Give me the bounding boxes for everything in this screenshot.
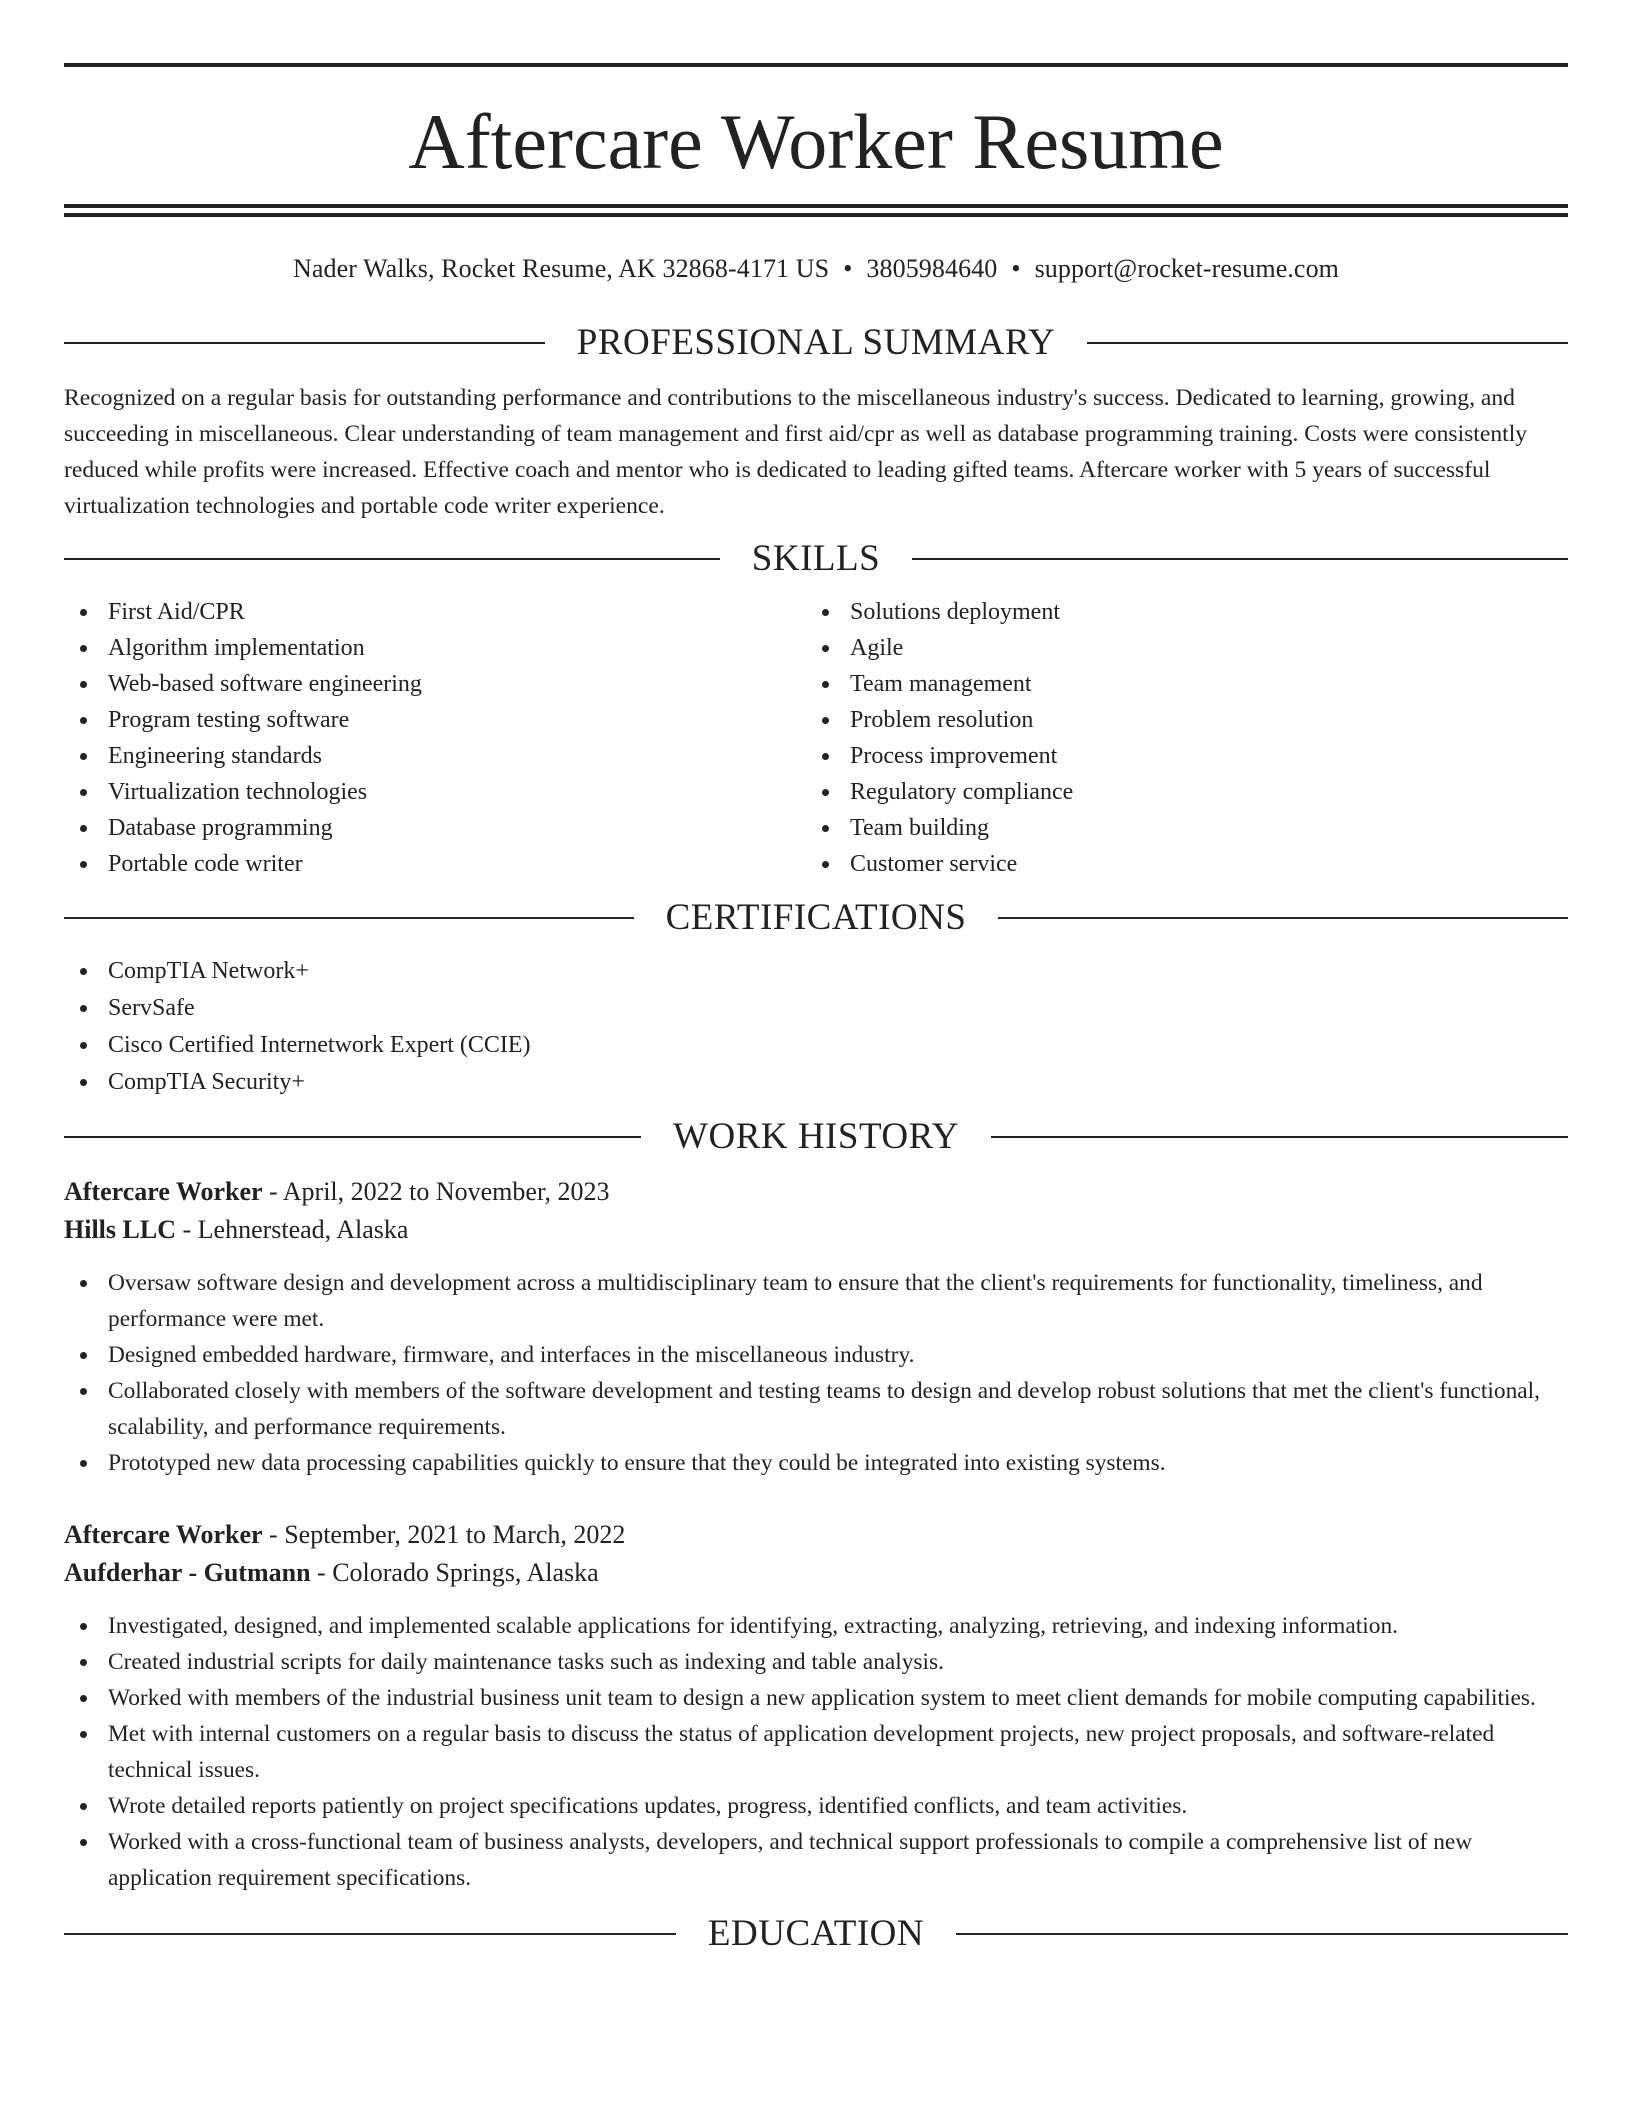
section-title: PROFESSIONAL SUMMARY [576,322,1056,363]
certifications-section-heading [64,896,1568,940]
skill-item: Algorithm implementation [64,630,806,666]
heading-rule [998,917,1568,919]
education-section-heading [64,1912,1568,1956]
skill-item: Database programming [64,810,806,846]
skills-section-heading [64,537,1568,581]
job-duty-item: Met with internal customers on a regular basis to discuss the status of application development projects, new project proposals, and software-related technical issues. [64,1716,1568,1788]
heading-rule [64,1136,641,1138]
job-title-line [64,1516,1568,1554]
job-duty-item: Collaborated closely with members of the software development and testing teams to design and develop robust solutions that met the client's functional, scalability, and performance requirements. [64,1373,1568,1445]
job-dates: - April, 2022 to November, 2023 [262,1177,610,1206]
job-duty-item: Designed embedded hardware, firmware, and interfaces in the miscellaneous industry. [64,1337,1568,1373]
skill-item: Team management [806,666,1548,702]
skill-item: First Aid/CPR [64,594,806,630]
skill-item: Portable code writer [64,846,806,882]
job-dates: - September, 2021 to March, 2022 [262,1520,626,1549]
heading-rule [64,917,634,919]
job-entry [64,1516,1568,1896]
job-duty-item: Prototyped new data processing capabilities quickly to ensure that they could be integrated into existing systems. [64,1445,1568,1481]
skill-item: Web-based software engineering [64,666,806,702]
job-title: Aftercare Worker [64,1177,263,1206]
job-title-line [64,1173,1568,1211]
section-title: WORK HISTORY [673,1116,959,1157]
heading-rule [64,342,545,344]
resume-page [64,0,1568,1956]
job-company: Hills LLC [64,1215,176,1244]
skills-left-column [64,594,806,882]
job-duty-item: Created industrial scripts for daily maintenance tasks such as indexing and table analysis. [64,1644,1568,1680]
contact-email: support@rocket-resume.com [1034,254,1340,283]
skills-right-column [806,594,1548,882]
title-double-rule [64,204,1568,217]
job-location: - Lehnerstead, Alaska [175,1215,409,1244]
contact-separator: • [1011,254,1021,283]
certification-item: CompTIA Security+ [64,1064,1568,1101]
skill-item: Regulatory compliance [806,774,1548,810]
skill-item: Process improvement [806,738,1548,774]
certification-item: CompTIA Network+ [64,953,1568,990]
section-title: EDUCATION [707,1913,925,1954]
job-company-line [64,1554,1568,1592]
job-company: Aufderhar - Gutmann [64,1558,311,1587]
work-history-section-heading [64,1115,1568,1159]
skill-item: Solutions deployment [806,594,1548,630]
heading-rule [64,558,720,560]
job-company-line [64,1211,1568,1249]
job-duty-item: Worked with members of the industrial business unit team to design a new application system to meet client demands for mobile computing capabilities. [64,1680,1568,1716]
job-duty-item: Oversaw software design and development across a multidisciplinary team to ensure that the client's requirements for functionality, timeliness, and performance were met. [64,1265,1568,1337]
skill-item: Virtualization technologies [64,774,806,810]
job-duties-list [64,1608,1568,1896]
skill-item: Engineering standards [64,738,806,774]
heading-rule [1087,342,1568,344]
job-duty-item: Wrote detailed reports patiently on project specifications updates, progress, identified conflicts, and team activities. [64,1788,1568,1824]
resume-title: Aftercare Worker Resume [408,98,1224,185]
certifications-list [64,953,1568,1101]
contact-address: Nader Walks, Rocket Resume, AK 32868-4171 US [292,254,830,283]
skill-item: Problem resolution [806,702,1548,738]
skill-item: Team building [806,810,1548,846]
heading-rule [956,1933,1568,1935]
contact-phone: 3805984640 [866,254,998,283]
contact-line [64,251,1568,287]
job-duties-list [64,1265,1568,1481]
heading-rule [912,558,1568,560]
certification-item: ServSafe [64,990,1568,1027]
heading-rule [64,1933,676,1935]
skill-item: Agile [806,630,1548,666]
top-rule [64,63,1568,67]
contact-separator: • [843,254,853,283]
job-duty-item: Investigated, designed, and implemented scalable applications for identifying, extracting, analyzing, retrieving, and indexing information. [64,1608,1568,1644]
section-title: SKILLS [751,538,881,579]
summary-section-heading [64,321,1568,365]
section-title: CERTIFICATIONS [665,897,967,938]
skill-item: Customer service [806,846,1548,882]
skill-item: Program testing software [64,702,806,738]
job-title: Aftercare Worker [64,1520,263,1549]
job-location: - Colorado Springs, Alaska [310,1558,599,1587]
job-entry [64,1173,1568,1481]
certification-item: Cisco Certified Internetwork Expert (CCIE) [64,1027,1568,1064]
heading-rule [991,1136,1568,1138]
skills-list [64,594,1568,882]
summary-paragraph: Recognized on a regular basis for outstanding performance and contributions to the miscellaneous industry's success. Dedicated to learning, growing, and succeeding in miscellaneous. Clear understanding of team management and first aid/cpr as well as database programming training. Costs were consistently reduced while profits were increased. Effective coach and mentor who is dedicated to leading gifted teams. Aftercare worker with 5 years of successful virtualization technologies and portable code writer experience. [64,385,1528,519]
job-duty-item: Worked with a cross-functional team of business analysts, developers, and technical support professionals to compile a comprehensive list of new application requirement specifications. [64,1824,1568,1896]
